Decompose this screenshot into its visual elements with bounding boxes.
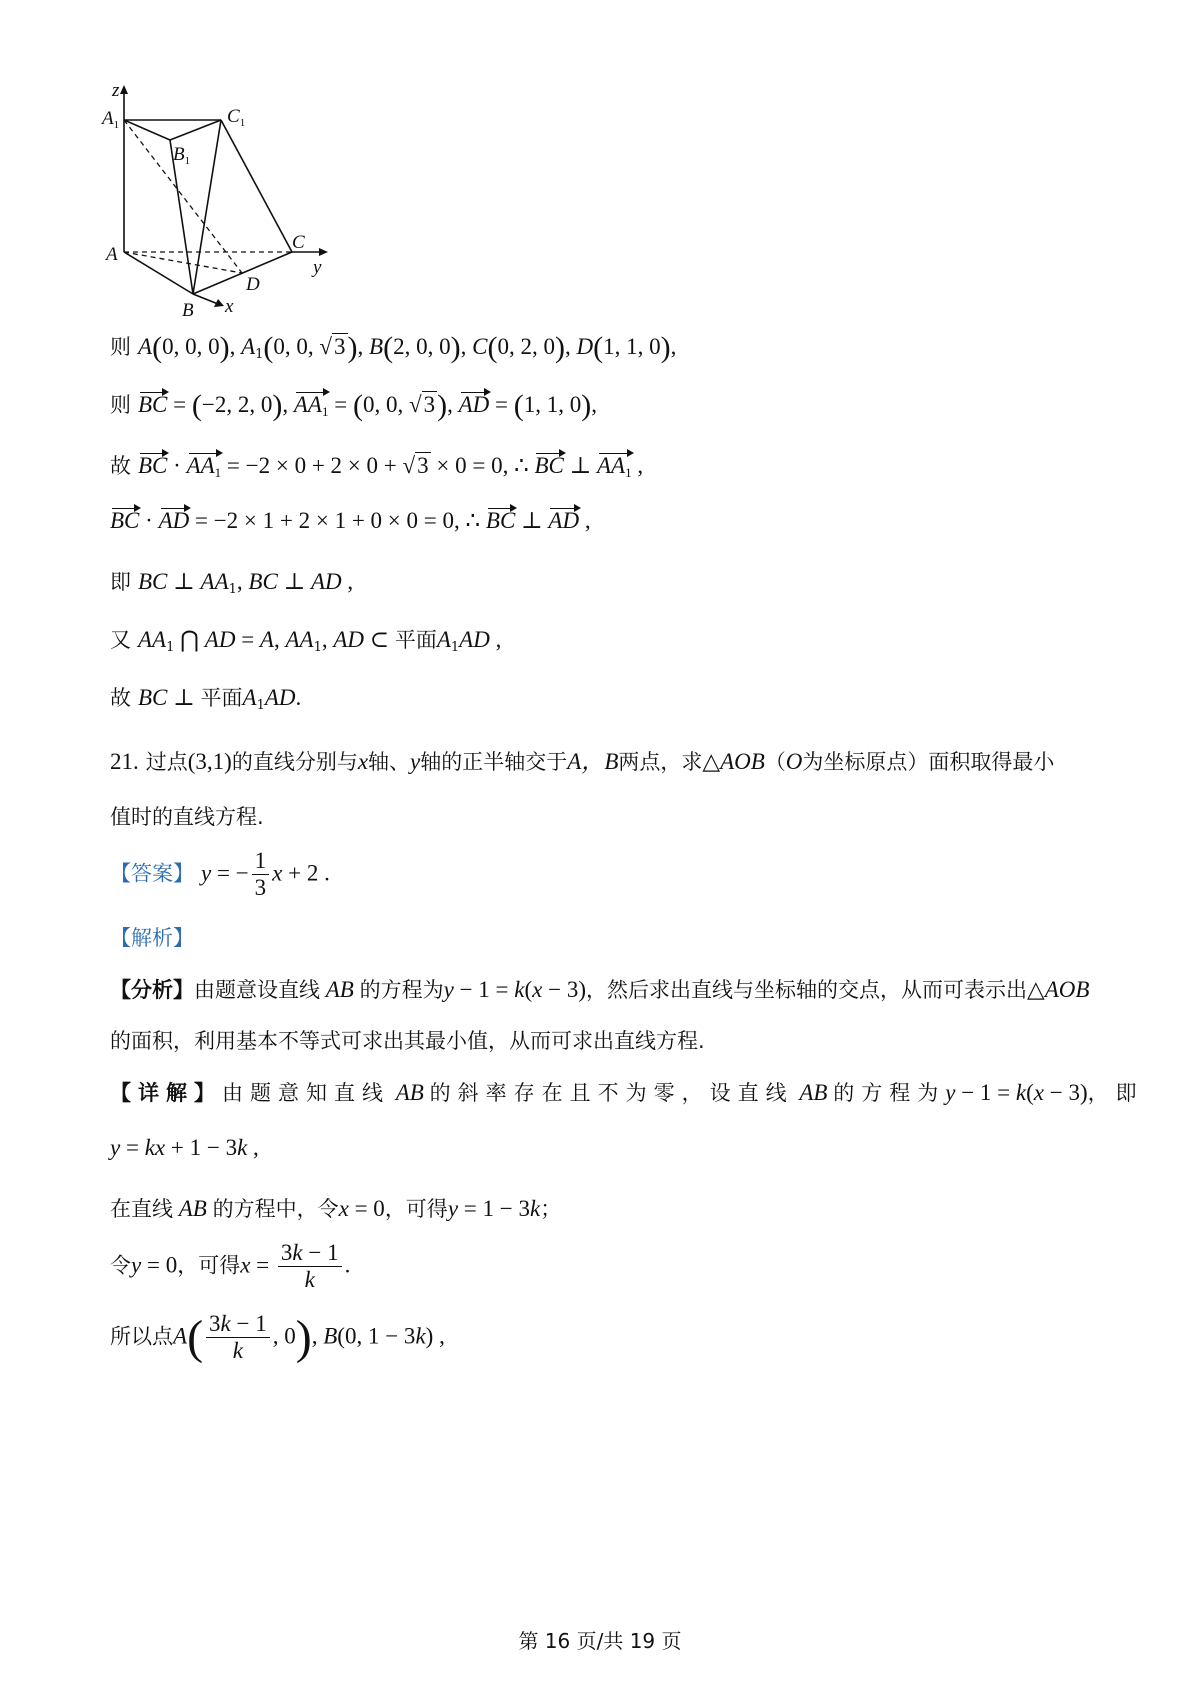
intersection-line: 又 $AA_1$ ⋂ AD = A, $AA_1$, AD ⊂ 平面$A_1AD$ , bbox=[110, 627, 502, 655]
fenxi-line-1: 【分析】由题意设直线 AB 的方程为y − 1 = k(x − 3)，然后求出直线与坐标轴的交点，从而可表示出△AOB bbox=[110, 977, 1090, 1002]
dot-product-2: BC · AD = −2 × 1 + 2 × 1 + 0 × 0 = 0, ∴ BC ⊥ AD , bbox=[110, 508, 591, 533]
dot-product-1: 故 BC · $AA_1 = -2 \times 0 + 2 \times 0 + √3 \times 0 = 0$, ∴ BC ⊥ $AA_1$ , bbox=[110, 453, 644, 480]
step-3: 所以点A( $\frac{3k - 1}{k}$ , 0), B(0, 1 − 3k) , bbox=[110, 1311, 445, 1364]
vectors-line: 则 BC = (−2, 2, 0), $AA_1 = (0$, 0, √3), AD = (1, 1, 0), bbox=[110, 389, 597, 422]
B-label: B bbox=[182, 300, 194, 321]
B1-label: $B_1$ bbox=[173, 144, 191, 167]
C1-label: $C_1$ bbox=[227, 106, 246, 129]
step-2: 令y = 0，可得x = $\frac{3k - 1}{k}$ . bbox=[110, 1240, 351, 1292]
xiangjie-line-1: 【详解】由题意知直线 AB 的斜率存在且不为零，设直线 AB 的方程为y − 1 = k(x − 3)，即 bbox=[110, 1080, 1144, 1105]
fenxi-line-2: 的面积，利用基本不等式可求出其最小值，从而可求出直线方程. bbox=[110, 1029, 705, 1053]
z-label: z bbox=[112, 80, 120, 101]
question-21-cont: 值时的直线方程. bbox=[110, 805, 264, 829]
answer-label: 【答案】 bbox=[110, 861, 194, 886]
A1-label: $A_1$ bbox=[102, 108, 120, 131]
prism-figure bbox=[100, 80, 360, 325]
question-21: 21. 过点(3,1)的直线分别与x轴、y轴的正半轴交于A，B两点，求△AOB（O为坐标原点）面积取得最小 bbox=[110, 749, 1055, 774]
xiangjie-line-2: y = kx + 1 − 3k , bbox=[110, 1135, 259, 1160]
C-label: C bbox=[292, 232, 305, 253]
answer-line: 【答案】 y = − $\frac{1}{3}$ x + 2 . bbox=[110, 848, 330, 900]
perp-line: 即 BC ⊥ $AA_1$, BC ⊥ AD , bbox=[110, 569, 354, 597]
y-label: y bbox=[313, 257, 322, 278]
D-label: D bbox=[246, 274, 260, 295]
analysis-label: 【解析】 bbox=[110, 926, 194, 950]
x-axis bbox=[193, 294, 218, 304]
coordinates-line: 则 A(0, 0, 0), $A_1(0$, 0, √3), B(2, 0, 0), C(0, 2, 0), D(1, 1, 0), bbox=[110, 331, 677, 364]
page-footer: 第 16 页/共 19 页 bbox=[518, 1629, 682, 1653]
conclusion-line: 故 BC ⊥ 平面$A_1AD$. bbox=[110, 685, 302, 713]
step-1: 在直线 AB 的方程中，令x = 0，可得y = 1 − 3k； bbox=[110, 1196, 562, 1221]
A-label: A bbox=[106, 244, 118, 265]
x-label: x bbox=[225, 296, 234, 317]
